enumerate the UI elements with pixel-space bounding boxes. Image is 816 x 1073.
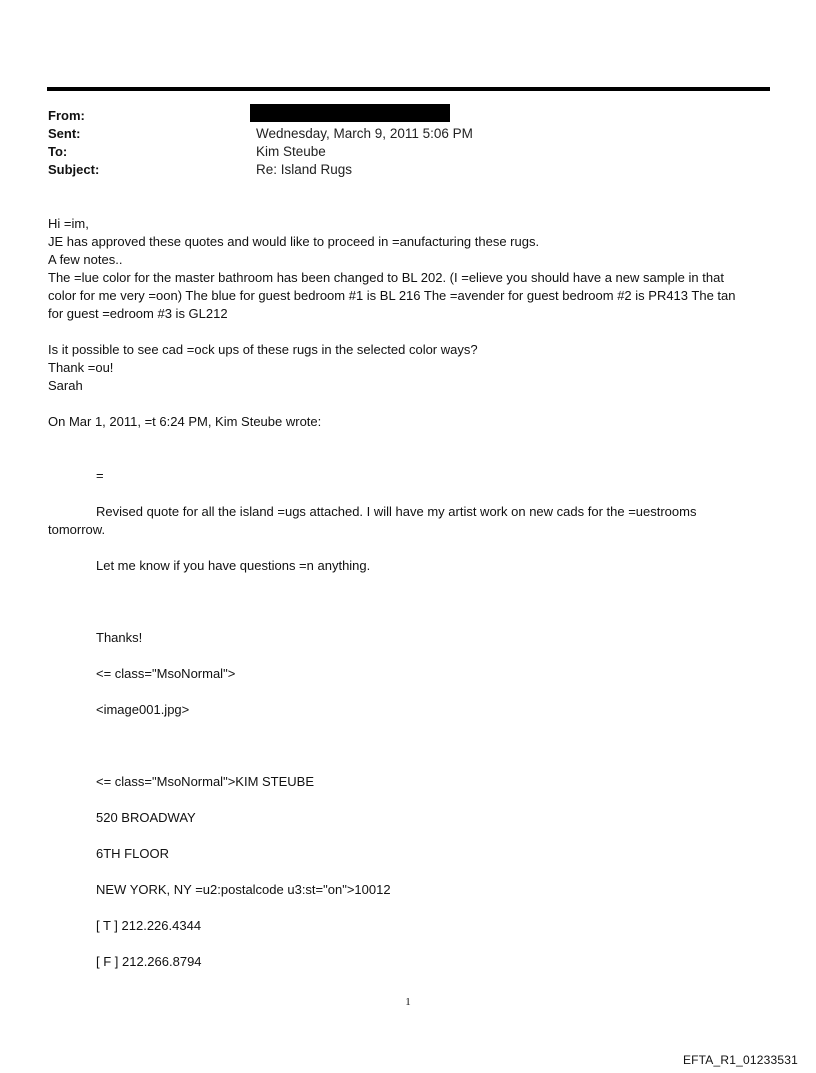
header-rule: [47, 87, 770, 91]
body-line: for guest =edroom #3 is GL212: [48, 306, 228, 321]
subject-value: Re: Island Rugs: [256, 162, 353, 177]
quoted-line: =: [96, 468, 104, 483]
to-value: Kim Steube: [256, 144, 326, 159]
body-line: A few notes..: [48, 252, 123, 267]
body-line: The =lue color for the master bathroom has been changed to BL 202. (I =elieve you should have a new sample in that: [48, 270, 724, 285]
redacted-sender: [250, 104, 450, 122]
subject-label: Subject:: [48, 162, 100, 177]
quoted-line: <= class="MsoNormal">KIM STEUBE: [96, 774, 315, 789]
quoted-line: Let me know if you have questions =n anything.: [96, 558, 371, 573]
body-line: color for me very =oon) The blue for guest bedroom #1 is BL 216 The =avender for guest bedroom #2 is PR413 The tan: [48, 288, 736, 303]
signature: Sarah: [48, 378, 83, 393]
quoted-line: tomorrow.: [48, 522, 106, 537]
address-line: NEW YORK, NY =u2:postalcode u3:st="on">10012: [96, 882, 391, 897]
to-label: To:: [48, 144, 68, 159]
fax-line: [ F ] 212.266.8794: [96, 954, 202, 969]
address-line: 6TH FLOOR: [96, 846, 169, 861]
quoted-line: Revised quote for all the island =ugs attached. I will have my artist work on new cads for the =uestrooms: [96, 504, 697, 519]
quoted-line: Thanks!: [96, 630, 143, 645]
body-line: Thank =ou!: [48, 360, 114, 375]
body-line: Is it possible to see cad =ock ups of these rugs in the selected color ways?: [48, 342, 478, 357]
body-line: JE has approved these quotes and would like to proceed in =anufacturing these rugs.: [48, 234, 540, 249]
document-id: EFTA_R1_01233531: [682, 1053, 798, 1067]
image-placeholder: <image001.jpg>: [96, 702, 190, 717]
address-line: 520 BROADWAY: [96, 810, 196, 825]
quoted-line: <= class="MsoNormal">: [96, 666, 236, 681]
phone-line: [ T ] 212.226.4344: [96, 918, 202, 933]
sent-value: Wednesday, March 9, 2011 5:06 PM: [256, 126, 473, 141]
greeting: Hi =im,: [48, 216, 89, 231]
quote-intro: On Mar 1, 2011, =t 6:24 PM, Kim Steube wrote:: [48, 414, 322, 429]
from-label: From:: [48, 108, 85, 123]
sent-label: Sent:: [48, 126, 81, 141]
page-number: 1: [405, 996, 411, 1008]
